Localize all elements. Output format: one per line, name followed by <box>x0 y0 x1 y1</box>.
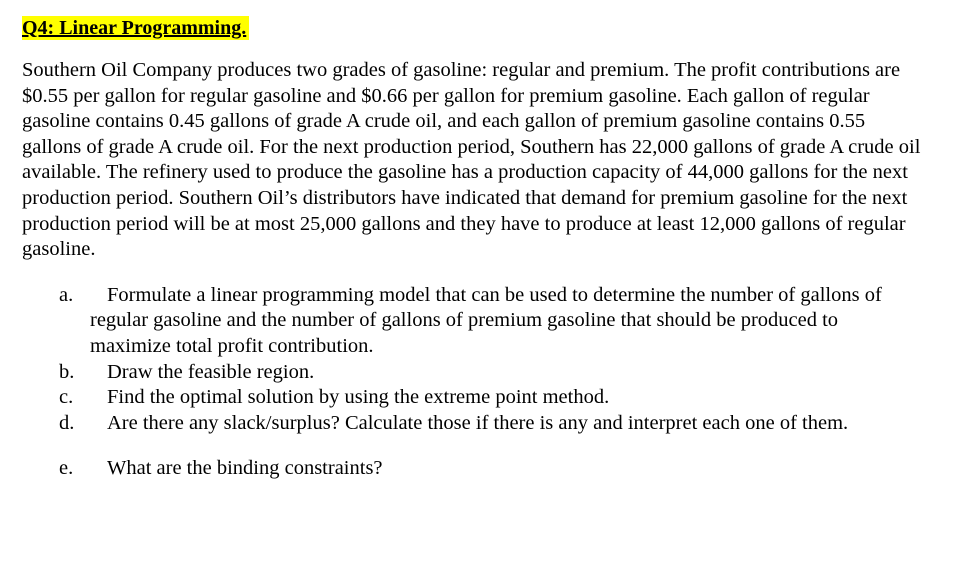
sub-question-b <box>22 360 890 386</box>
sub-question-a <box>22 283 890 360</box>
sub-question-letter: e. <box>59 457 74 480</box>
sub-question-text: What are the binding constraints? <box>107 457 383 480</box>
sub-question-letter: a. <box>59 283 74 306</box>
question-heading: Q4: Linear Programming. <box>22 16 249 40</box>
sub-question-letter: c. <box>59 386 74 409</box>
sub-question-text: Find the optimal solution by using the extreme point method. <box>107 386 610 409</box>
document <box>22 16 922 482</box>
sub-question-letter: b. <box>59 360 75 383</box>
sub-question-e <box>22 456 890 482</box>
problem-statement: Southern Oil Company produces two grades of gasoline: regular and premium. The profit contributions are $0.55 per gallon for regular gasoline and $0.66 per gallon for premium gasoline. Each gallon of regular gasoline contains 0.45 gallons of grade A crude oil, and each gallon of premium gasoline contains 0.55 gallons of grade A crude oil. For the next production period, Southern has 22,000 gallons of grade A crude oil available. The refinery used to produce the gasoline has a production capacity of 44,000 gallons for the next production period. Southern Oil’s distributors have indicated that demand for premium gasoline for the next production period will be at most 25,000 gallons and they have to produce at least 12,000 gallons of regular gasoline. <box>22 59 921 261</box>
sub-question-letter: d. <box>59 411 75 434</box>
sub-question-list <box>22 283 922 482</box>
sub-question-c <box>22 385 890 411</box>
sub-question-text: Draw the feasible region. <box>107 360 315 383</box>
sub-question-text: Are there any slack/surplus? Calculate those if there is any and interpret each one of them. <box>107 411 849 434</box>
sub-question-text: Formulate a linear programming model that can be used to determine the number of gallons of regular gasoline and the number of gallons of premium gasoline that should be produced to maximize total profit contribution. <box>90 283 882 357</box>
sub-question-d <box>22 411 890 437</box>
